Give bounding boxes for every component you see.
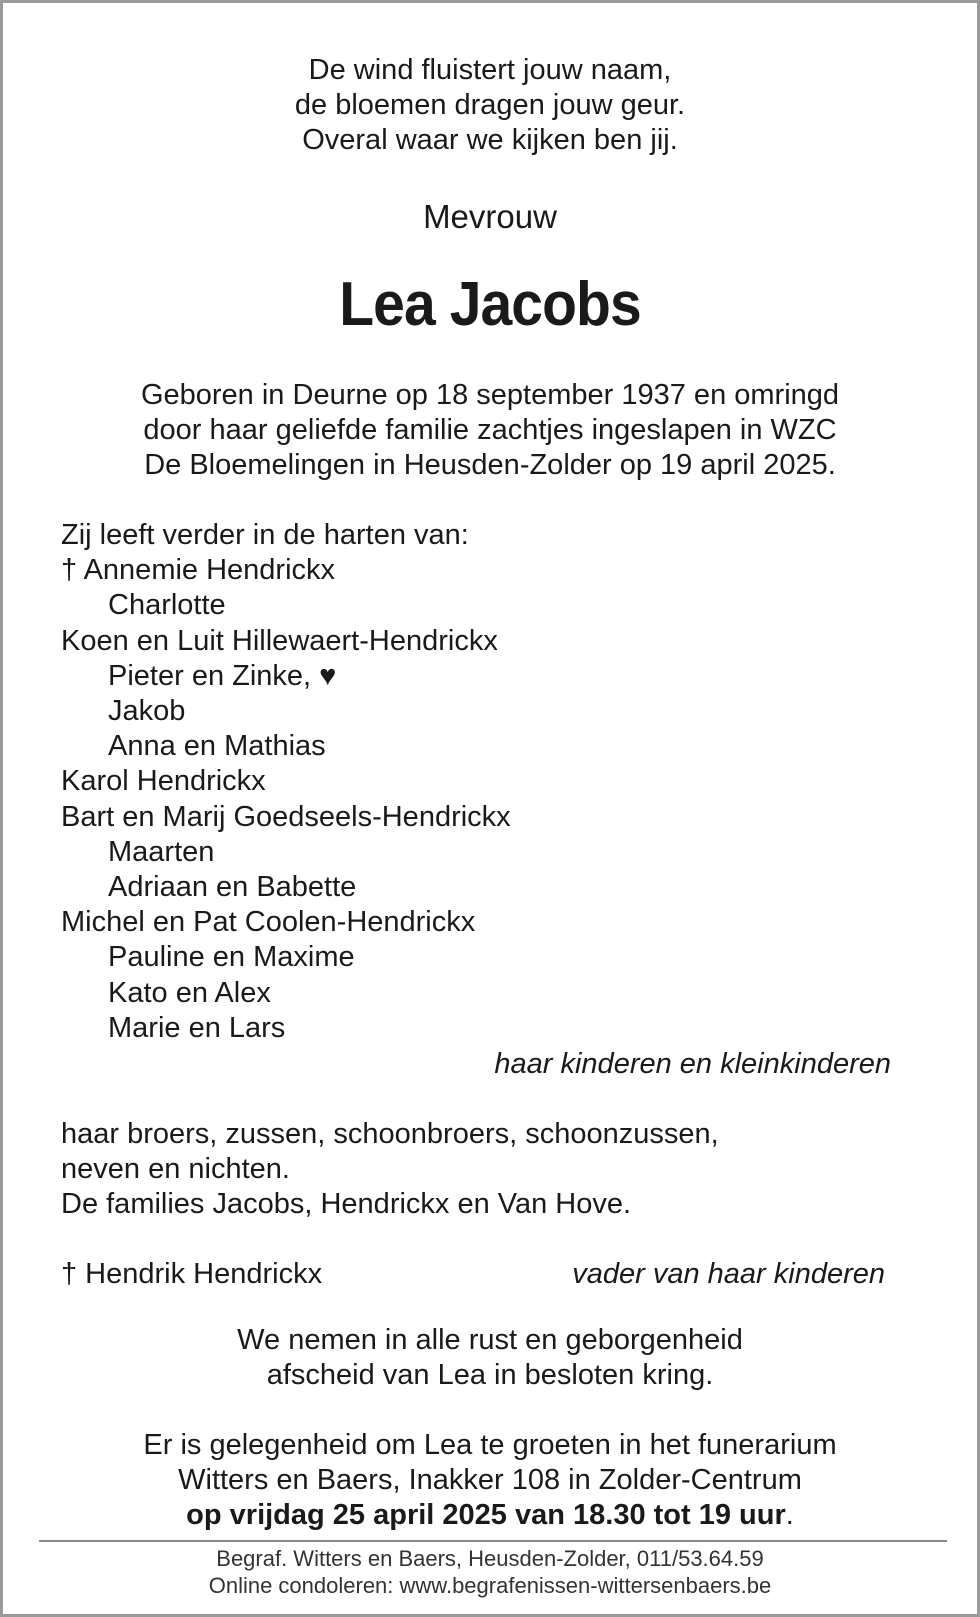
funeral-home-contact: Begraf. Witters en Baers, Heusden-Zolder, 011/53.64.59: [216, 1546, 764, 1571]
family-line: Koen en Luit Hillewaert-Hendrickx: [61, 624, 498, 657]
family-line: Anna en Mathias: [108, 730, 326, 763]
family-line: Michel en Pat Coolen-Hendrickx: [61, 906, 476, 939]
intro-line: Geboren in Deurne op 18 september 1937 en omringd: [140, 379, 840, 411]
children-caption: haar kinderen en kleinkinderen: [494, 1048, 891, 1080]
family-list: [61, 518, 511, 1046]
visitation-info: [3, 1428, 977, 1533]
family-line: Kato en Alex: [108, 976, 271, 1009]
family-line: Karol Hendrickx: [61, 765, 266, 798]
family-line: Charlotte: [108, 589, 226, 622]
intro-line: De Bloemelingen in Heusden-Zolder op 19 april 2025.: [144, 449, 836, 481]
family-line: Pieter en Zinke, ♥: [108, 659, 337, 692]
relatives-line: De families Jacobs, Hendrickx en Van Hove.: [61, 1188, 632, 1220]
birth-death-notice: [3, 378, 977, 483]
family-line: † Annemie Hendrickx: [61, 554, 336, 587]
poem-line: De wind fluistert jouw naam,: [308, 54, 672, 86]
poem-line: de bloemen dragen jouw geur.: [294, 89, 686, 121]
visit-line: Er is gelegenheid om Lea te groeten in het funerarium: [143, 1429, 837, 1461]
footer-divider: [39, 1540, 947, 1542]
father-caption: vader van haar kinderen: [572, 1258, 885, 1290]
online-condolence: Online condoleren: www.begrafenissen-wittersenbaers.be: [208, 1573, 772, 1598]
farewell: [3, 1323, 977, 1393]
visit-date: op vrijdag 25 april 2025 van 18.30 tot 19 uur: [186, 1499, 786, 1531]
poem: [3, 53, 977, 158]
relatives-line: neven en nichten.: [61, 1153, 290, 1185]
farewell-line: We nemen in alle rust en geborgenheid: [237, 1324, 743, 1356]
visit-line: Witters en Baers, Inakker 108 in Zolder-Centrum: [178, 1464, 802, 1496]
visit-date-end: .: [785, 1499, 794, 1531]
family-line: Pauline en Maxime: [108, 941, 355, 974]
family-line: Adriaan en Babette: [108, 871, 357, 904]
family-heading: Zij leeft verder in de harten van:: [61, 519, 469, 551]
family-line: Jakob: [108, 695, 186, 728]
visit-date-line: [3, 1498, 977, 1533]
salutation: Mevrouw: [423, 198, 557, 235]
father-name: † Hendrik Hendrickx: [61, 1258, 323, 1290]
intro-line: door haar geliefde familie zachtjes ingeslapen in WZC: [143, 414, 837, 446]
poem-line: Overal waar we kijken ben jij.: [302, 124, 678, 156]
deceased-name: Lea Jacobs: [339, 270, 641, 339]
family-line: Marie en Lars: [108, 1011, 286, 1044]
family-line: Bart en Marij Goedseels-Hendrickx: [61, 800, 511, 833]
family-line: Maarten: [108, 835, 215, 868]
farewell-line: afscheid van Lea in besloten kring.: [266, 1359, 714, 1391]
relatives-line: haar broers, zussen, schoonbroers, schoonzussen,: [61, 1118, 719, 1150]
relatives: [61, 1117, 719, 1222]
footer: [3, 1545, 977, 1599]
